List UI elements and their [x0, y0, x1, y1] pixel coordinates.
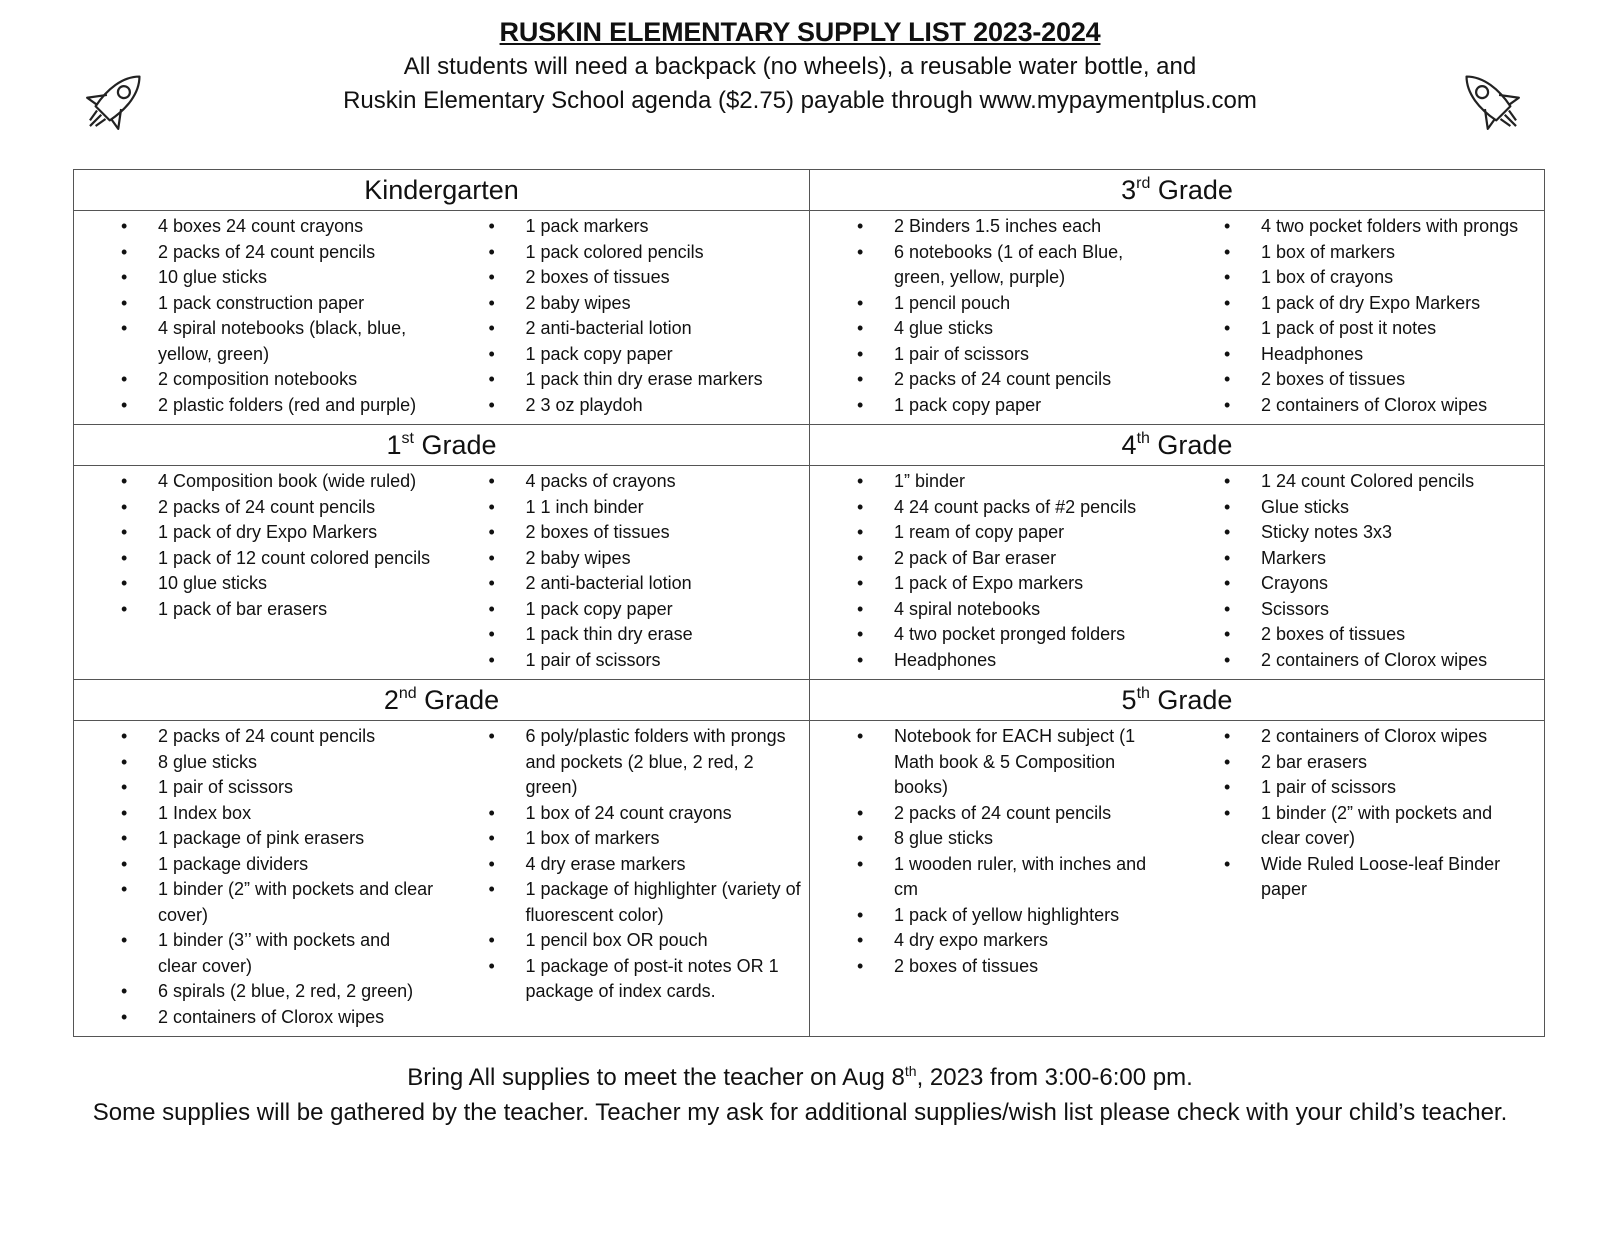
supply-item: • 4 dry expo markers [894, 928, 1177, 954]
supply-item: • 1 pack thin dry erase [526, 622, 810, 648]
rocket-icon [1452, 62, 1532, 142]
supply-item: • Headphones [894, 648, 1177, 674]
supply-item: • 4 packs of crayons [526, 469, 810, 495]
supply-item: • Scissors [1261, 597, 1544, 623]
supply-item: • 1 pack thin dry erase markers [526, 367, 810, 393]
supply-item: • Notebook for EACH subject (1 Math book & 5 Composition books) [894, 724, 1177, 801]
supply-item: • 1 pair of scissors [894, 342, 1177, 368]
supply-item: • 1 pack of yellow highlighters [894, 903, 1177, 929]
supply-item: • 6 spirals (2 blue, 2 red, 2 green) [158, 979, 442, 1005]
supply-item: • 4 24 count packs of #2 pencils [894, 495, 1177, 521]
supply-list-right [1177, 724, 1544, 903]
supply-item: • 1 pair of scissors [526, 648, 810, 674]
supply-item: • 2 packs of 24 count pencils [894, 367, 1177, 393]
supply-item: • 2 boxes of tissues [526, 265, 810, 291]
supply-item: • 1 binder (2” with pockets and clear cover) [158, 877, 442, 928]
supply-item: • 1 pack of post it notes [1261, 316, 1544, 342]
supply-item: • 2 baby wipes [526, 291, 810, 317]
supply-item: • 2 anti-bacterial lotion [526, 571, 810, 597]
supply-list-right [442, 214, 810, 418]
supply-item: • 2 plastic folders (red and purple) [158, 393, 442, 419]
supply-item: • Headphones [1261, 342, 1544, 368]
supply-item: • Glue sticks [1261, 495, 1544, 521]
supply-item: • 4 two pocket pronged folders [894, 622, 1177, 648]
supply-item: • 1 box of markers [526, 826, 810, 852]
supply-item: • 2 boxes of tissues [1261, 622, 1544, 648]
supply-item: • 1 pack of dry Expo Markers [158, 520, 442, 546]
supply-item: • 1 pack markers [526, 214, 810, 240]
supply-item: • 1 pack copy paper [526, 342, 810, 368]
supply-item: • Sticky notes 3x3 [1261, 520, 1544, 546]
supply-item: • 4 glue sticks [894, 316, 1177, 342]
supply-item: • 1” binder [894, 469, 1177, 495]
grade-heading: 4th Grade [810, 425, 1544, 466]
supply-item: • 1 pack copy paper [894, 393, 1177, 419]
supply-list-left [74, 724, 442, 1030]
supply-item: • 1 1 inch binder [526, 495, 810, 521]
supply-item: • 1 box of 24 count crayons [526, 801, 810, 827]
supply-item: • 2 anti-bacterial lotion [526, 316, 810, 342]
supply-item: • 2 packs of 24 count pencils [158, 724, 442, 750]
table-row [74, 424, 1544, 679]
supply-item: • 1 pack of bar erasers [158, 597, 442, 623]
grade-cell-2nd [74, 680, 809, 1036]
supply-item: • Crayons [1261, 571, 1544, 597]
supply-item: • Wide Ruled Loose-leaf Binder paper [1261, 852, 1544, 903]
page-title: RUSKIN ELEMENTARY SUPPLY LIST 2023-2024 [499, 17, 1101, 47]
grade-heading: Kindergarten [74, 170, 809, 211]
supply-list-right [442, 469, 810, 673]
supply-item: • 1 Index box [158, 801, 442, 827]
supply-item: • 4 spiral notebooks [894, 597, 1177, 623]
supply-item: • 2 containers of Clorox wipes [1261, 648, 1544, 674]
supply-item: • 8 glue sticks [158, 750, 442, 776]
supply-item: • 1 pair of scissors [158, 775, 442, 801]
supply-item: • 2 Binders 1.5 inches each [894, 214, 1177, 240]
supply-item: • 4 Composition book (wide ruled) [158, 469, 442, 495]
grade-cell-4th [809, 425, 1544, 679]
supply-item: • 1 pack of dry Expo Markers [1261, 291, 1544, 317]
supply-list-right [442, 724, 810, 1005]
supply-list-left [74, 469, 442, 622]
supply-list-right [1177, 469, 1544, 673]
grade-cell-1st [74, 425, 809, 679]
supply-item: • Markers [1261, 546, 1544, 572]
supply-table [73, 169, 1545, 1037]
supply-item: • 4 two pocket folders with prongs [1261, 214, 1544, 240]
supply-item: • 2 composition notebooks [158, 367, 442, 393]
supply-item: • 4 boxes 24 count crayons [158, 214, 442, 240]
table-row [74, 679, 1544, 1036]
supply-item: • 1 package of pink erasers [158, 826, 442, 852]
supply-item: • 1 box of markers [1261, 240, 1544, 266]
supply-list-left [810, 469, 1177, 673]
supply-list-right [1177, 214, 1544, 418]
supply-item: • 1 pack of 12 count colored pencils [158, 546, 442, 572]
grade-cell-3rd [809, 170, 1544, 424]
supply-item: • 1 package of post-it notes OR 1 package of index cards. [526, 954, 810, 1005]
supply-item: • 10 glue sticks [158, 265, 442, 291]
supply-item: • 2 packs of 24 count pencils [158, 495, 442, 521]
intro-line-1: All students will need a backpack (no wheels), a reusable water bottle, and [403, 53, 1197, 80]
supply-item: • 1 ream of copy paper [894, 520, 1177, 546]
grade-cell-5th [809, 680, 1544, 1036]
grade-heading: 2nd Grade [74, 680, 809, 721]
supply-item: • 2 boxes of tissues [894, 954, 1177, 980]
grade-cell-kindergarten [74, 170, 809, 424]
supply-item: • 6 poly/plastic folders with prongs and pockets (2 blue, 2 red, 2 green) [526, 724, 810, 801]
supply-item: • 1 pack construction paper [158, 291, 442, 317]
supply-item: • 1 pack colored pencils [526, 240, 810, 266]
supply-item: • 2 baby wipes [526, 546, 810, 572]
supply-item: • 2 boxes of tissues [526, 520, 810, 546]
supply-list-left [810, 724, 1177, 979]
supply-item: • 4 dry erase markers [526, 852, 810, 878]
supply-item: • 1 pack of Expo markers [894, 571, 1177, 597]
supply-item: • 2 containers of Clorox wipes [1261, 393, 1544, 419]
footer-line-2: Some supplies will be gathered by the teacher. Teacher my ask for additional supplies/wish list please check with your child’s teacher. [92, 1099, 1508, 1126]
supply-item: • 2 containers of Clorox wipes [1261, 724, 1544, 750]
intro-line-2: Ruskin Elementary School agenda ($2.75) payable through www.mypaymentplus.com [343, 87, 1257, 114]
footer-note [60, 1060, 1540, 1130]
supply-item: • 1 package of highlighter (variety of fluorescent color) [526, 877, 810, 928]
supply-item: • 2 packs of 24 count pencils [894, 801, 1177, 827]
supply-list-left [74, 214, 442, 418]
supply-item: • 1 pack copy paper [526, 597, 810, 623]
supply-item: • 1 binder (2” with pockets and clear cover) [1261, 801, 1544, 852]
grade-heading: 5th Grade [810, 680, 1544, 721]
supply-item: • 10 glue sticks [158, 571, 442, 597]
supply-item: • 2 packs of 24 count pencils [158, 240, 442, 266]
supply-item: • 2 containers of Clorox wipes [158, 1005, 442, 1031]
supply-item: • 4 spiral notebooks (black, blue, yellow, green) [158, 316, 442, 367]
supply-list-left [810, 214, 1177, 418]
grade-heading: 1st Grade [74, 425, 809, 466]
supply-item: • 1 wooden ruler, with inches and cm [894, 852, 1177, 903]
supply-item: • 2 pack of Bar eraser [894, 546, 1177, 572]
supply-item: • 2 bar erasers [1261, 750, 1544, 776]
supply-item: • 8 glue sticks [894, 826, 1177, 852]
supply-item: • 2 boxes of tissues [1261, 367, 1544, 393]
supply-item: • 1 pencil box OR pouch [526, 928, 810, 954]
header [0, 14, 1600, 118]
supply-item: • 1 24 count Colored pencils [1261, 469, 1544, 495]
supply-item: • 1 binder (3’’ with pockets and clear cover) [158, 928, 442, 979]
supply-item: • 2 3 oz playdoh [526, 393, 810, 419]
supply-item: • 6 notebooks (1 of each Blue, green, yellow, purple) [894, 240, 1177, 291]
supply-item: • 1 pencil pouch [894, 291, 1177, 317]
supply-item: • 1 pair of scissors [1261, 775, 1544, 801]
supply-item: • 1 box of crayons [1261, 265, 1544, 291]
table-row [74, 170, 1544, 424]
supply-item: • 1 package dividers [158, 852, 442, 878]
rocket-icon [74, 62, 154, 142]
footer-line-1: Bring All supplies to meet the teacher on Aug 8th, 2023 from 3:00-6:00 pm. [407, 1063, 1193, 1091]
grade-heading: 3rd Grade [810, 170, 1544, 211]
